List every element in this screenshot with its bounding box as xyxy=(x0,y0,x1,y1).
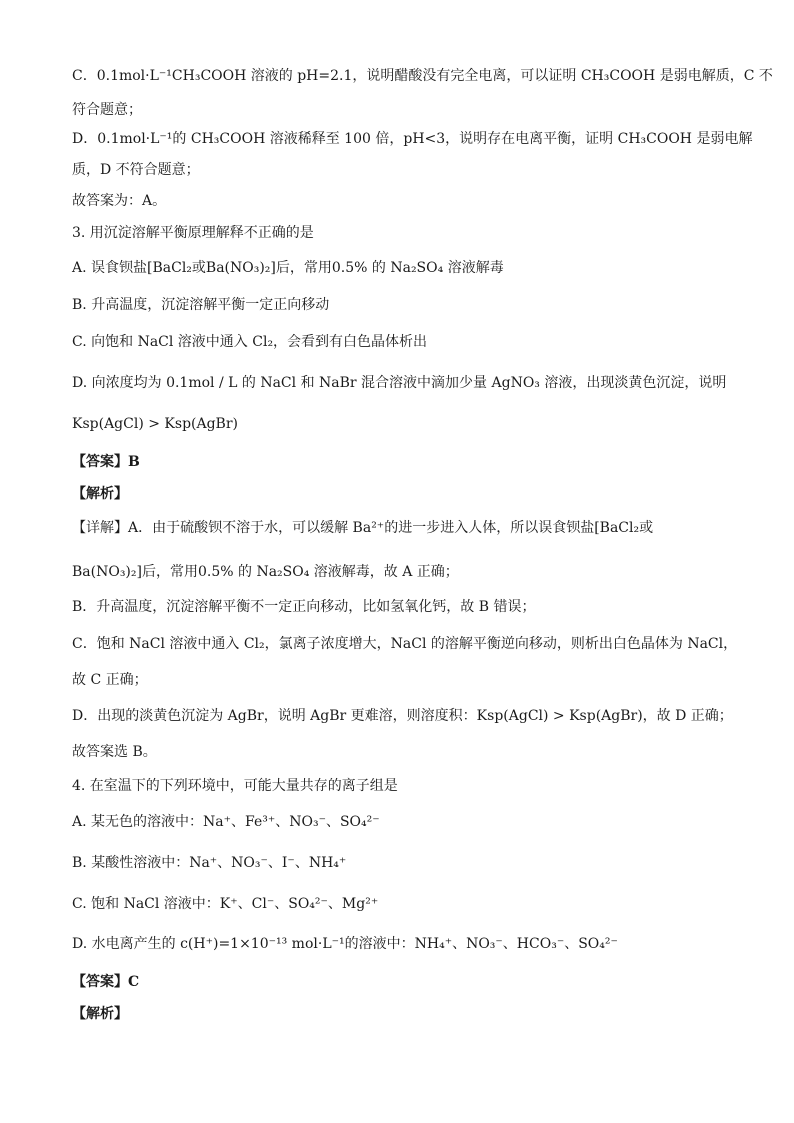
q4-analysis-label: 【解析】 xyxy=(72,1006,128,1022)
q4-option-d: D. 水电离产生的 c(H⁺)=1×10⁻¹³ mol·L⁻¹的溶液中：NH₄⁺、NO₃⁻、HCO₃⁻、SO₄²⁻ xyxy=(72,936,618,952)
option-a: A. 误食钡盐[BaCl₂或Ba(NO₃)₂]后，常用0.5% 的 Na₂SO₄ 溶液解毒 xyxy=(72,260,504,276)
detail-c-cont: 故 C 正确； xyxy=(72,672,148,688)
option-c: C. 向饱和 NaCl 溶液中通入 Cl₂，会看到有白色晶体析出 xyxy=(72,334,428,350)
text-line: 符合题意； xyxy=(72,102,142,118)
text-line: 质，D 不符合题意； xyxy=(72,162,200,178)
detail-a-cont: Ba(NO₃)₂]后，常用0.5% 的 Na₂SO₄ 溶液解毒，故 A 正确； xyxy=(72,564,459,580)
option-d-formula: Ksp(AgCl) > Ksp(AgBr) xyxy=(72,416,239,432)
text-line: C．0.1mol·L⁻¹CH₃COOH 溶液的 pH=2.1，说明醋酸没有完全电离，可以证明 CH₃COOH 是弱电解质，C 不 xyxy=(72,68,773,84)
detail-b: B．升高温度，沉淀溶解平衡不一定正向移动，比如氢氧化钙，故 B 错误； xyxy=(72,599,536,615)
question-3-stem: 3. 用沉淀溶解平衡原理解释不正确的是 xyxy=(72,225,314,241)
question-4-stem: 4. 在室温下的下列环境中，可能大量共存的离子组是 xyxy=(72,778,398,794)
option-b: B. 升高温度，沉淀溶解平衡一定正向移动 xyxy=(72,297,330,313)
conclusion: 故答案选 B。 xyxy=(72,744,157,760)
q4-option-a: A. 某无色的溶液中：Na⁺、Fe³⁺、NO₃⁻、SO₄²⁻ xyxy=(72,814,380,830)
option-d: D. 向浓度均为 0.1mol / L 的 NaCl 和 NaBr 混合溶液中滴加少量 AgNO₃ 溶液，出现淡黄色沉淀，说明 xyxy=(72,375,727,391)
text-line: D．0.1mol·L⁻¹的 CH₃COOH 溶液稀释至 100 倍，pH<3，说明存在电离平衡，证明 CH₃COOH 是弱电解 xyxy=(72,131,753,147)
detail-c: C．饱和 NaCl 溶液中通入 Cl₂，氯离子浓度增大，NaCl 的溶解平衡逆向移动，则析出白色晶体为 NaCl， xyxy=(72,636,738,652)
detail-a: 【详解】A．由于硫酸钡不溶于水，可以缓解 Ba²⁺的进一步进入人体，所以误食钡盐[BaCl₂或 xyxy=(72,520,654,536)
text-line: 故答案为：A。 xyxy=(72,193,167,209)
q4-option-c: C. 饱和 NaCl 溶液中：K⁺、Cl⁻、SO₄²⁻、Mg²⁺ xyxy=(72,896,379,912)
q4-answer-label: 【答案】C xyxy=(72,974,140,990)
detail-d: D．出现的淡黄色沉淀为 AgBr，说明 AgBr 更难溶，则溶度积：Ksp(AgCl) > Ksp(AgBr)，故 D 正确； xyxy=(72,708,733,724)
answer-label: 【答案】B xyxy=(72,454,140,470)
analysis-label: 【解析】 xyxy=(72,486,128,502)
q4-option-b: B. 某酸性溶液中：Na⁺、NO₃⁻、I⁻、NH₄⁺ xyxy=(72,855,347,871)
